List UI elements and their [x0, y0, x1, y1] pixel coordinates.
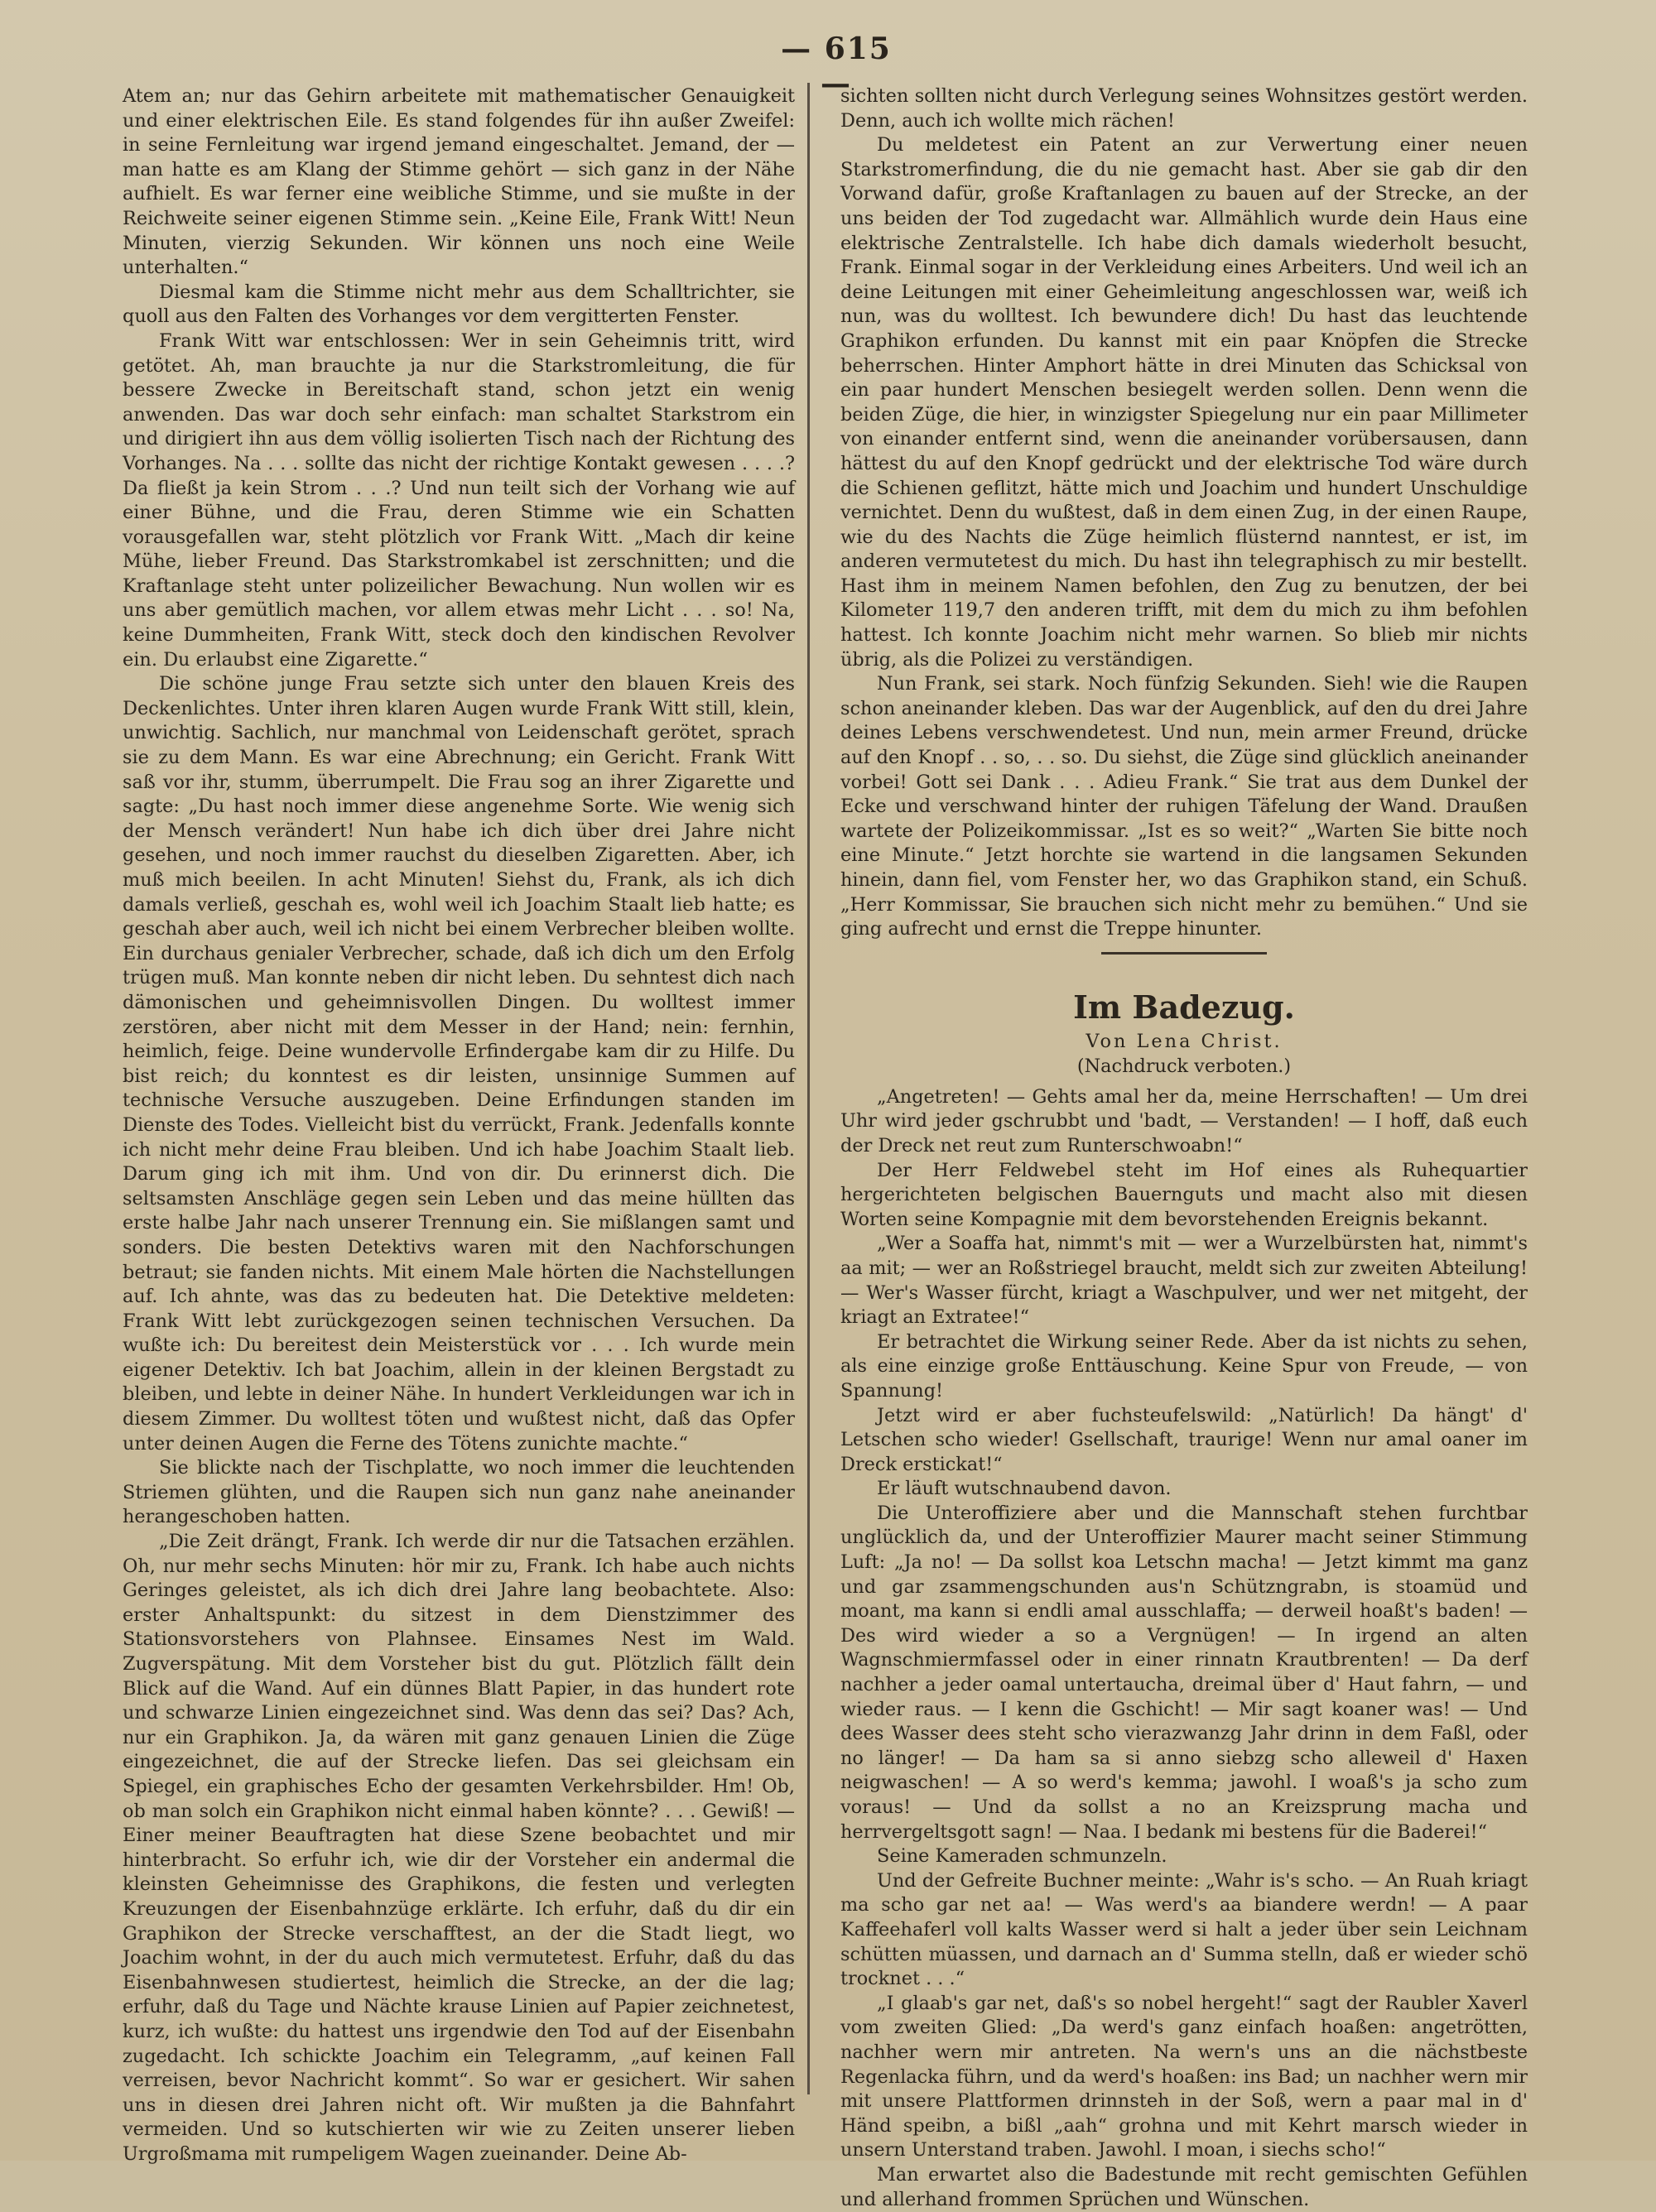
left-column — [123, 84, 795, 2166]
article-paragraph: Atem an; nur das Gehirn arbeitete mit mathematischer Genauigkeit und einer elektrischen Eile. Es stand folgendes für ihn außer Zweifel: in seine Fernleitung war irgend jemand eingeschaltet. Jemand, der — man hatte es am Klang der Stimme gehört — sich ganz in der Nähe aufhielt. Es war ferner eine weibliche Stimme, und sie mußte in der Reichweite seiner eigenen Stimme sein. „Keine Eile, Frank Witt! Neun Minuten, vierzig Sekunden. Wir können uns noch eine Weile unterhalten.“ — [123, 85, 795, 279]
page-number: — 615 — — [781, 31, 892, 101]
article-paragraph: Sie blickte nach der Tischplatte, wo noch immer die leuchtenden Striemen glühten, und die Raupen sich nun ganz nahe aneinander herangeschoben hatten. — [123, 1457, 795, 1528]
story-paragraph: „Angetreten! — Gehts amal her da, meine Herrschaften! — Um drei Uhr wird jeder gschrubbt und 'badt, — Verstanden! — I hoff, daß euch der Dreck net reut zum Runterschwoabn!“ — [840, 1085, 1528, 1156]
story-paragraph: Und der Gefreite Buchner meinte: „Wahr is's scho. — An Ruah kriagt ma scho gar net aa! — Was werd's aa biandere werdn! — A paar Kaffeehaferl voll kalts Wasser werd si halt a jeder über sein Leichnam schütten müassen, und darnach an d' Summa stelln, daß er wieder schö trocknet . . .“ — [840, 1869, 1528, 1990]
story-paragraph: Er betrachtet die Wirkung seiner Rede. Aber da ist nichts zu sehen, als eine einzige große Enttäuschung. Keine Spur von Freude, — von Spannung! — [840, 1330, 1528, 1402]
right-column — [840, 84, 1528, 2212]
story-title: Im Badezug. — [1073, 988, 1295, 1026]
story-paragraph: „I glaab's gar net, daß's so nobel hergeht!“ sagt der Raubler Xaverl vom zweiten Glied: „Da werd's ganz einfach hoaßen: angetrötten, nachher wern mir antreten. Na wern's uns an die nächstbeste Regenlacka führn, und da werd's hoaßen: ins Bad; un nachher wern mir mit unsere Plattformen drinnsteh in der Soß, wern a paar mal in d' Händ speibn, a bißl „aah“ grohna und mit Kehrt marsch wieder in unsern Unterstand traben. Jawohl. I moan, i siechs scho!“ — [840, 1992, 1528, 2162]
story-paragraph: Man erwartet also die Badestunde mit recht gemischten Gefühlen und allerhand frommen Sprüchen und Wünschen. — [840, 2163, 1528, 2210]
article-paragraph: sichten sollten nicht durch Verlegung seines Wohnsitzes gestört werden. Denn, auch ich wollte mich rächen! — [840, 85, 1528, 132]
story-paragraph: Er läuft wutschnaubend davon. — [877, 1478, 1172, 1500]
story-paragraph: Seine Kameraden schmunzeln. — [877, 1845, 1167, 1868]
story-paragraph: Jetzt wird er aber fuchsteufelswild: „Natürlich! Da hängt' d' Letschen scho wieder! Gsellschaft, traurige! Wenn nur amal oaner im Dreck erstickat!“ — [840, 1404, 1528, 1475]
story-paragraph: Der Herr Feldwebel steht im Hof eines als Ruhequartier hergerichteten belgischen Bauernguts und macht also mit diesen Worten seine Kompagnie mit dem bevorstehenden Ereignis bekannt. — [840, 1159, 1528, 1230]
story-paragraph: „Wer a Soaffa hat, nimmt's mit — wer a Wurzelbürsten hat, nimmt's aa mit; — wer an Roßstriegel braucht, meldt sich zur zweiten Abteilung! — Wer's Wasser fürcht, kriagt a Waschpulver, und wer net mitgeht, der kriagt an Extratee!“ — [840, 1233, 1528, 1329]
article-paragraph: Frank Witt war entschlossen: Wer in sein Geheimnis tritt, wird getötet. Ah, man brauchte ja nur die Starkstromleitung, die für bessere Zwecke in Bereitschaft stand, schon jetzt ein wenig anwenden. Das war doch sehr einfach: man schaltet Starkstrom ein und dirigiert ihn aus dem völlig isolierten Tisch nach der Richtung des Vorhanges. Na . . . sollte das nicht der richtige Kontakt gewesen . . . .? Da fließt ja kein Strom . . .? Und nun teilt sich der Vorhang wie auf einer Bühne, und die Frau, deren Stimme wie ein Schatten vorausgefallen war, steht plötzlich vor Frank Witt. „Mach dir keine Mühe, lieber Freund. Das Starkstromkabel ist zerschnitten; und die Kraftanlage steht unter polizeilicher Bewachung. Nun wollen wir es uns aber gemütlich machen, vor allem etwas mehr Licht . . . so! Na, keine Dummheiten, Frank Witt, steck doch den kindischen Revolver ein. Du erlaubst eine Zigarette.“ — [123, 329, 795, 671]
column-divider — [807, 83, 810, 2094]
article-paragraph: Du meldetest ein Patent an zur Verwertung einer neuen Starkstromerfindung, die du nie gemacht hast. Aber sie gab dir den Vorwand dafür, große Kraftanlagen zu bauen auf der Strecke, an der uns beiden der Tod zugedacht war. Allmählich wurde dein Haus eine elektrische Zentralstelle. Ich habe dich damals wiederholt besucht, Frank. Einmal sogar in der Verkleidung eines Arbeiters. Und weil ich an deine Leitungen mit einer Geheimleitung angeschlossen war, weiß ich nun, was du wolltest. Ich bewundere dich! Du hast das leuchtende Graphikon erfunden. Du kannst mit ein paar Knöpfen die Strecke beherrschen. Hinter Amphort hätte in drei Minuten das Schicksal von ein paar hundert Menschen besiegelt werden sollen. Denn wenn die beiden Züge, die hier, in winzigster Spiegelung nur ein paar Millimeter von einander entfernt sind, wenn die aneinander vorübersausen, dann hättest du auf den Knopf gedrückt und der elektrische Tod wäre durch die Schienen geflitzt, hätte mich und Joachim und hundert Unschuldige vernichtet. Denn du wußtest, daß in dem einen Zug, in der einen Raupe, wie du des Nachts die Züge heimlich flüsternd nanntest, er ist, im anderen vermutetest du mich. Du hast ihn telegraphisch zu mir bestellt. Hast ihm in meinem Namen befohlen, den Zug zu benutzen, der bei Kilometer 119,7 den anderen trifft, mit dem du mich zu ihm befohlen hattest. Ich konnte Joachim nicht mehr warnen. So blieb mir nichts übrig, als die Polizei zu verständigen. — [840, 134, 1528, 671]
reprint-notice: (Nachdruck verboten.) — [1076, 1055, 1292, 1077]
article-paragraph: Nun Frank, sei stark. Noch fünfzig Sekunden. Sieh! wie die Raupen schon aneinander kleben. Das war der Augenblick, auf den du drei Jahre deines Lebens verschwendetest. Und nun, mein armer Freund, drücke auf den Knopf . . so, . . so. Du siehst, die Züge sind glücklich aneinander vorbei! Gott sei Dank . . . Adieu Frank.“ Sie trat aus dem Dunkel der Ecke und verschwand hinter der ruhigen Täfelung der Wand. Draußen wartete der Polizeikommissar. „Ist es so weit?“ „Warten Sie bitte noch eine Minute.“ Jetzt horchte sie wartend in die langsamen Sekunden hinein, dann fiel, vom Fenster her, wo das Graphikon stand, ein Schuß. „Herr Kommissar, Sie brauchen sich nicht mehr zu bemühen.“ Und sie ging aufrecht und ernst die Treppe hinunter. — [840, 673, 1528, 940]
article-paragraph: „Die Zeit drängt, Frank. Ich werde dir nur die Tatsachen erzählen. Oh, nur mehr sechs Minuten: hör mir zu, Frank. Ich habe auch nichts Geringes geleistet, als ich dich drei Jahre lang beobachtete. Also: erster Anhaltspunkt: du sitzest in dem Dienstzimmer des Stationsvorstehers von Plahnsee. Einsames Nest im Wald. Zugverspätung. Mit dem Vorsteher bist du gut. Plötzlich fällt dein Blick auf die Wand. Auf ein dünnes Blatt Papier, in das hundert rote und schwarze Linien eingezeichnet sind. Was denn das sei? Das? Ach, nur ein Graphikon. Ja, da wären mit ganz genauen Linien die Züge eingezeichnet, die auf der Strecke liefen. Das sei gleichsam ein Spiegel, ein graphisches Echo der gesamten Verkehrsbilder. Hm! Ob, ob man solch ein Graphikon nicht einmal haben könnte? . . . Gewiß! — Einer meiner Beauftragten hat diese Szene beobachtet und mir hinterbracht. So erfuhr ich, wie dir der Vorsteher ein andermal die kleinsten Geheimnisse des Graphikons, die festen und verlegten Kreuzungen der Eisenbahnzüge erklärte. Ich erfuhr, daß du dir ein Graphikon der Strecke verschafftest, an der die Stadt liegt, wo Joachim wohnt, in der du auch mich vermutetest. Erfuhr, daß du das Eisenbahnwesen studiertest, heimlich die Strecke, an der die lag; erfuhr, daß du Tage und Nächte krause Linien auf Papier zeichnetest, kurz, ich wußte: du hattest uns irgendwie den Tod auf der Eisenbahn zugedacht. Ich schickte Joachim ein Telegramm, „auf keinen Fall verreisen, bevor Nachricht kommt“. So war er gesichert. Wir sahen uns in diesen drei Jahren nicht oft. Wir mußten ja die Bahnfahrt vermeiden. Und so kutschierten wir wie zu Zeiten unserer lieben Urgroßmama mit rumpeligem Wagen zueinander. Deine Ab- — [123, 1531, 795, 2165]
article-paragraph: Die schöne junge Frau setzte sich unter den blauen Kreis des Deckenlichtes. Unter ihren klaren Augen wurde Frank Witt still, klein, unwichtig. Sachlich, nur manchmal von Leidenschaft gerötet, sprach sie zu dem Mann. Es war eine Abrechnung; ein Gericht. Frank Witt saß vor ihr, stumm, überrumpelt. Die Frau sog an ihrer Zigarette und sagte: „Du hast noch immer diese angenehme Sorte. Wie wenig sich der Mensch verändert! Nun habe ich dich über drei Jahre nicht gesehen, und noch immer rauchst du dieselben Zigaretten. Aber, ich muß mich beeilen. In acht Minuten! Siehst du, Frank, als ich dich damals verließ, geschah es, wohl weil ich Joachim Staalt lieb hatte; es geschah aber auch, weil ich nicht bei einem Verbrecher bleiben wollte. Ein durchaus genialer Verbrecher, schade, daß ich dich um den Erfolg trügen muß. Man konnte neben dir nicht leben. Du sehntest dich nach dämonischen und geheimnisvollen Dingen. Du wolltest immer zerstören, aber nicht mit dem Messer in der Hand; nein: fernhin, heimlich, feige. Deine wundervolle Erfindergabe kam dir zu Hilfe. Du bist reich; du konntest es dir leisten, unsinnige Summen auf technische Versuche auszugeben. Deine Erfindungen standen im Dienste des Todes. Vielleicht bist du verrückt, Frank. Jedenfalls konnte ich nicht mehr deine Frau bleiben. Und ich habe Joachim Staalt lieb. Darum ging ich mit ihm. Und von dir. Du erinnerst dich. Die seltsamsten Anschläge gegen sein Leben und das meine hüllten das erste halbe Jahr nach unserer Trennung ein. Sie mißlangen samt und sonders. Die besten Detektivs waren mit den Nachforschungen betraut; sie fanden nichts. Mit einem Male hörten die Nachstellungen auf. Ich ahnte, was das zu bedeuten hat. Die Detektive meldeten: Frank Witt lebt zurückgezogen seinen technischen Versuchen. Da wußte ich: Du bereitest dein Meisterstück vor . . . Ich wurde mein eigener Detektiv. Ich bat Joachim, allein in der kleinen Bergstadt zu bleiben, und lebte in deiner Nähe. In hundert Verkleidungen war ich in diesem Zimmer. Du wolltest töten und wußtest nicht, daß das Opfer unter deinen Augen die Ferne des Tötens zunichte machte.“ — [123, 673, 795, 1455]
story-byline: Von Lena Christ. — [1086, 1030, 1283, 1052]
article-paragraph: Diesmal kam die Stimme nicht mehr aus dem Schalltrichter, sie quoll aus den Falten des Vorhanges vor dem vergitterten Fenster. — [123, 281, 795, 328]
story-paragraph: Die Unteroffiziere aber und die Mannschaft stehen furchtbar unglücklich da, und der Unteroffizier Maurer macht seiner Stimmung Luft: „Ja no! — Da sollst koa Letschn macha! — Jetzt kimmt ma ganz und gar zsammengschunden aus'n Schützngrabn, is stoamüd und moant, ma kann si endli amal ausschlaffa; — derweil hoaßt's baden! — Des wird wieder a so a Vergnügen! — In irgend an alten Wagnschmiermfassel oder in einer rinnatn Krautbrenten! — Da derf nachher a jeder oamal untertaucha, dreimal über d' Haut fahrn, — und wieder raus. — I kenn die Gschicht! — Mir sagt koaner was! — Und dees Wasser dees steht scho vierazwanzg Jahr drinn in dem Faßl, oder no länger! — Da ham sa si anno siebzg scho alleweil d' Haxen neigwaschen! — A so werd's kemma; jawohl. I woaß's ja scho zum voraus! — Und da sollst a no an Kreizsprung macha und herrvergeltsgott sagn! — Naa. I bedank mi bestens für die Baderei!“ — [840, 1502, 1528, 1843]
story-separator — [1101, 952, 1267, 955]
